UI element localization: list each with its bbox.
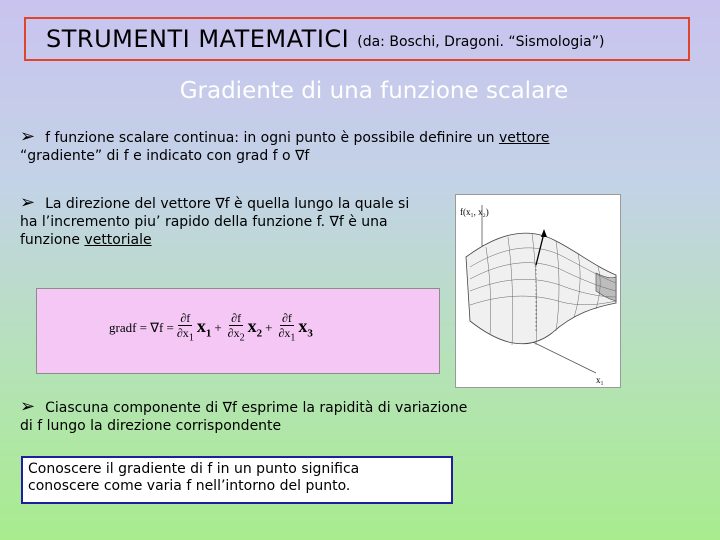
slide-subtitle: Gradiente di una funzione scalare <box>179 78 569 104</box>
surface-graph <box>455 194 621 388</box>
x1-axis-label: x₁ <box>596 375 604 385</box>
note-box <box>21 456 453 504</box>
bullet-3-line1: Ciascuna componente di ∇f esprime la rapidità di variazione <box>45 400 468 416</box>
fx-axis-label: f(x₁, x₂) <box>460 207 489 217</box>
surface-shape <box>466 233 616 344</box>
bullet-1-line2: “gradiente” di f e indicato con grad f o ∇f <box>20 148 310 164</box>
vettoriale-link[interactable]: vettoriale <box>84 232 152 248</box>
plus-sign: + <box>265 320 273 336</box>
plus-sign: + <box>214 320 222 336</box>
title-source: (da: Boschi, Dragoni. “Sismologia”) <box>357 34 605 50</box>
arrow-bullet-icon: ➢ <box>20 126 36 147</box>
bullet-2-line2: ha l’incremento piu’ rapido della funzione f. ∇f è una <box>20 214 388 230</box>
partial-fraction-2: $\frac{\partial f}{\partial x_2}$ <box>227 311 245 344</box>
basis-x1: $x_1$ <box>196 316 212 340</box>
partial-fraction-1: $\frac{\partial f}{\partial x_1}$ <box>176 311 194 344</box>
bullet-3 <box>20 398 467 435</box>
arrow-bullet-icon: ➢ <box>20 192 36 213</box>
basis-x2: $x_2$ <box>247 316 263 340</box>
gradient-formula <box>109 311 313 345</box>
bullet-2 <box>20 194 409 249</box>
arrow-bullet-icon: ➢ <box>20 396 36 417</box>
partial-fraction-3: $\frac{\partial f}{\partial x_1}$ <box>278 311 296 344</box>
slide-title: STRUMENTI MATEMATICI <box>46 25 350 53</box>
bullet-3-line2: di f lungo la direzione corrispondente <box>20 418 282 434</box>
note-line1: Conoscere il gradiente di f in un punto significa <box>28 461 360 477</box>
formula-lhs: gradf = ∇f = <box>109 320 174 336</box>
basis-x3: $x_3$ <box>298 316 313 340</box>
bullet-1 <box>20 128 550 165</box>
vettore-link[interactable]: vettore <box>498 130 550 146</box>
title-box <box>24 17 690 61</box>
note-line2: conoscere come varia f nell’intorno del punto. <box>28 478 351 494</box>
gradient-arrowhead <box>541 229 547 237</box>
formula-box <box>36 288 440 374</box>
bullet-2-line1: La direzione del vettore ∇f è quella lungo la quale si <box>45 196 410 212</box>
bullet-1-text: f funzione scalare continua: in ogni punto è possibile definire un <box>45 130 499 146</box>
bullet-2-line3: funzione <box>20 232 85 248</box>
surface-plot-svg <box>456 195 620 387</box>
